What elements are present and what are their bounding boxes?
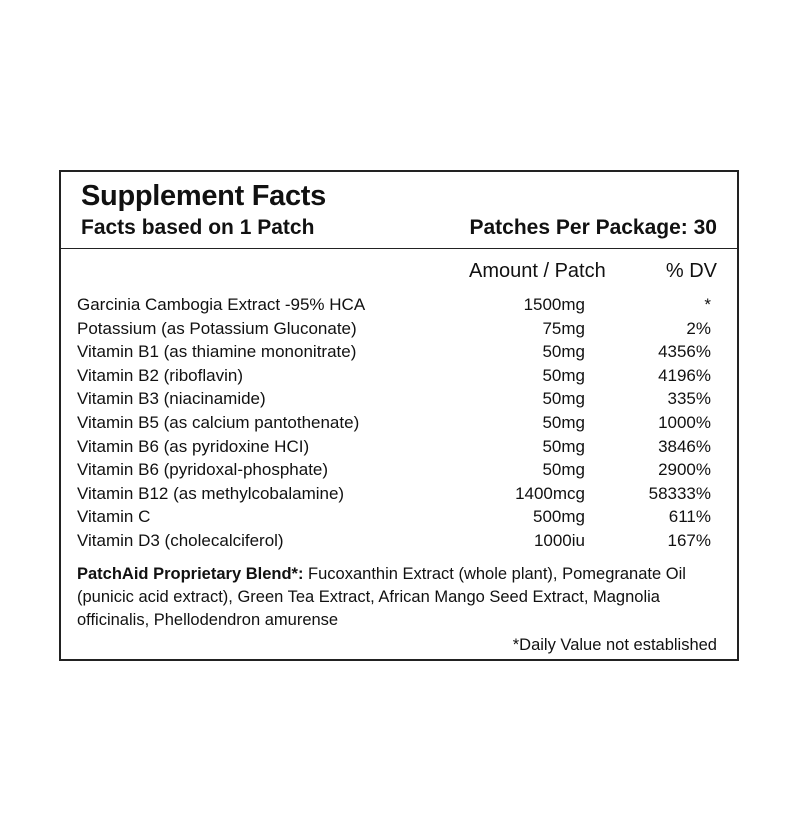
nutrient-amount: 50mg	[542, 365, 585, 385]
nutrient-list	[77, 293, 711, 553]
nutrient-row	[77, 340, 711, 364]
nutrient-dv: 335%	[667, 389, 711, 409]
nutrient-row	[77, 505, 711, 529]
nutrient-dv: 2900%	[658, 460, 711, 480]
nutrient-name: Vitamin B12 (as methylcobalamine)	[77, 483, 345, 503]
nutrient-amount: 50mg	[542, 460, 585, 480]
proprietary-blend	[77, 563, 727, 632]
nutrient-dv: 611%	[668, 507, 711, 527]
nutrient-amount: 1000iu	[533, 530, 585, 550]
nutrient-name: Garcinia Cambogia Extract -95% HCA	[77, 295, 366, 314]
nutrient-name: Vitamin B3 (niacinamide)	[77, 389, 266, 409]
nutrient-amount: 50mg	[542, 436, 585, 456]
nutrient-amount: 1500mg	[523, 295, 585, 314]
panel-title: Supplement Facts	[81, 180, 326, 212]
nutrient-name: Vitamin D3 (cholecalciferol)	[77, 530, 284, 550]
daily-value-footnote: *Daily Value not established	[512, 636, 717, 654]
nutrient-dv: 58333%	[648, 483, 711, 503]
nutrient-name: Vitamin B6 (as pyridoxine HCI)	[77, 436, 310, 456]
dv-column-header: % DV	[665, 260, 717, 282]
servings-per-package: Patches Per Package: 30	[469, 216, 717, 239]
nutrient-amount: 500mg	[533, 507, 585, 527]
nutrient-amount: 75mg	[542, 318, 585, 338]
blend-ingredients: Fucoxanthin Extract (whole plant), Pomegranate Oil (punicic acid extract), Green Tea Extract, African Mango Seed Extract, Magnolia officinalis, Phellodendron amurense	[77, 565, 686, 629]
nutrient-row	[77, 411, 711, 435]
nutrient-name: Vitamin B2 (riboflavin)	[77, 365, 243, 385]
nutrient-row	[77, 458, 711, 482]
nutrient-amount: 50mg	[542, 342, 585, 362]
nutrient-dv: 4196%	[658, 365, 711, 385]
nutrient-name: Vitamin C	[77, 507, 151, 527]
amount-column-header: Amount / Patch	[469, 260, 606, 282]
nutrient-row	[77, 482, 711, 506]
nutrient-name: Potassium (as Potassium Gluconate)	[77, 318, 357, 338]
serving-size: Facts based on 1 Patch	[81, 216, 315, 239]
nutrient-dv: 3846%	[658, 436, 711, 456]
nutrient-row	[77, 364, 711, 388]
nutrient-amount: 1400mcg	[515, 483, 585, 503]
nutrient-dv: 2%	[686, 318, 711, 338]
nutrient-dv: 4356%	[658, 342, 711, 362]
nutrient-dv: 167%	[667, 530, 711, 550]
nutrient-amount: 50mg	[542, 389, 585, 409]
nutrient-row	[77, 529, 711, 553]
nutrient-name: Vitamin B1 (as thiamine mononitrate)	[77, 342, 357, 362]
nutrient-row	[77, 293, 711, 317]
nutrient-row	[77, 435, 711, 459]
nutrient-row	[77, 387, 711, 411]
header-divider	[61, 248, 737, 249]
nutrient-dv: *	[704, 295, 711, 314]
nutrient-dv: 1000%	[658, 412, 711, 432]
blend-label: PatchAid Proprietary Blend*:	[77, 565, 304, 583]
nutrient-row	[77, 317, 711, 341]
nutrient-name: Vitamin B5 (as calcium pantothenate)	[77, 412, 360, 432]
nutrient-amount: 50mg	[542, 412, 585, 432]
supplement-facts-panel	[59, 170, 739, 661]
nutrient-name: Vitamin B6 (pyridoxal-phosphate)	[77, 460, 329, 480]
